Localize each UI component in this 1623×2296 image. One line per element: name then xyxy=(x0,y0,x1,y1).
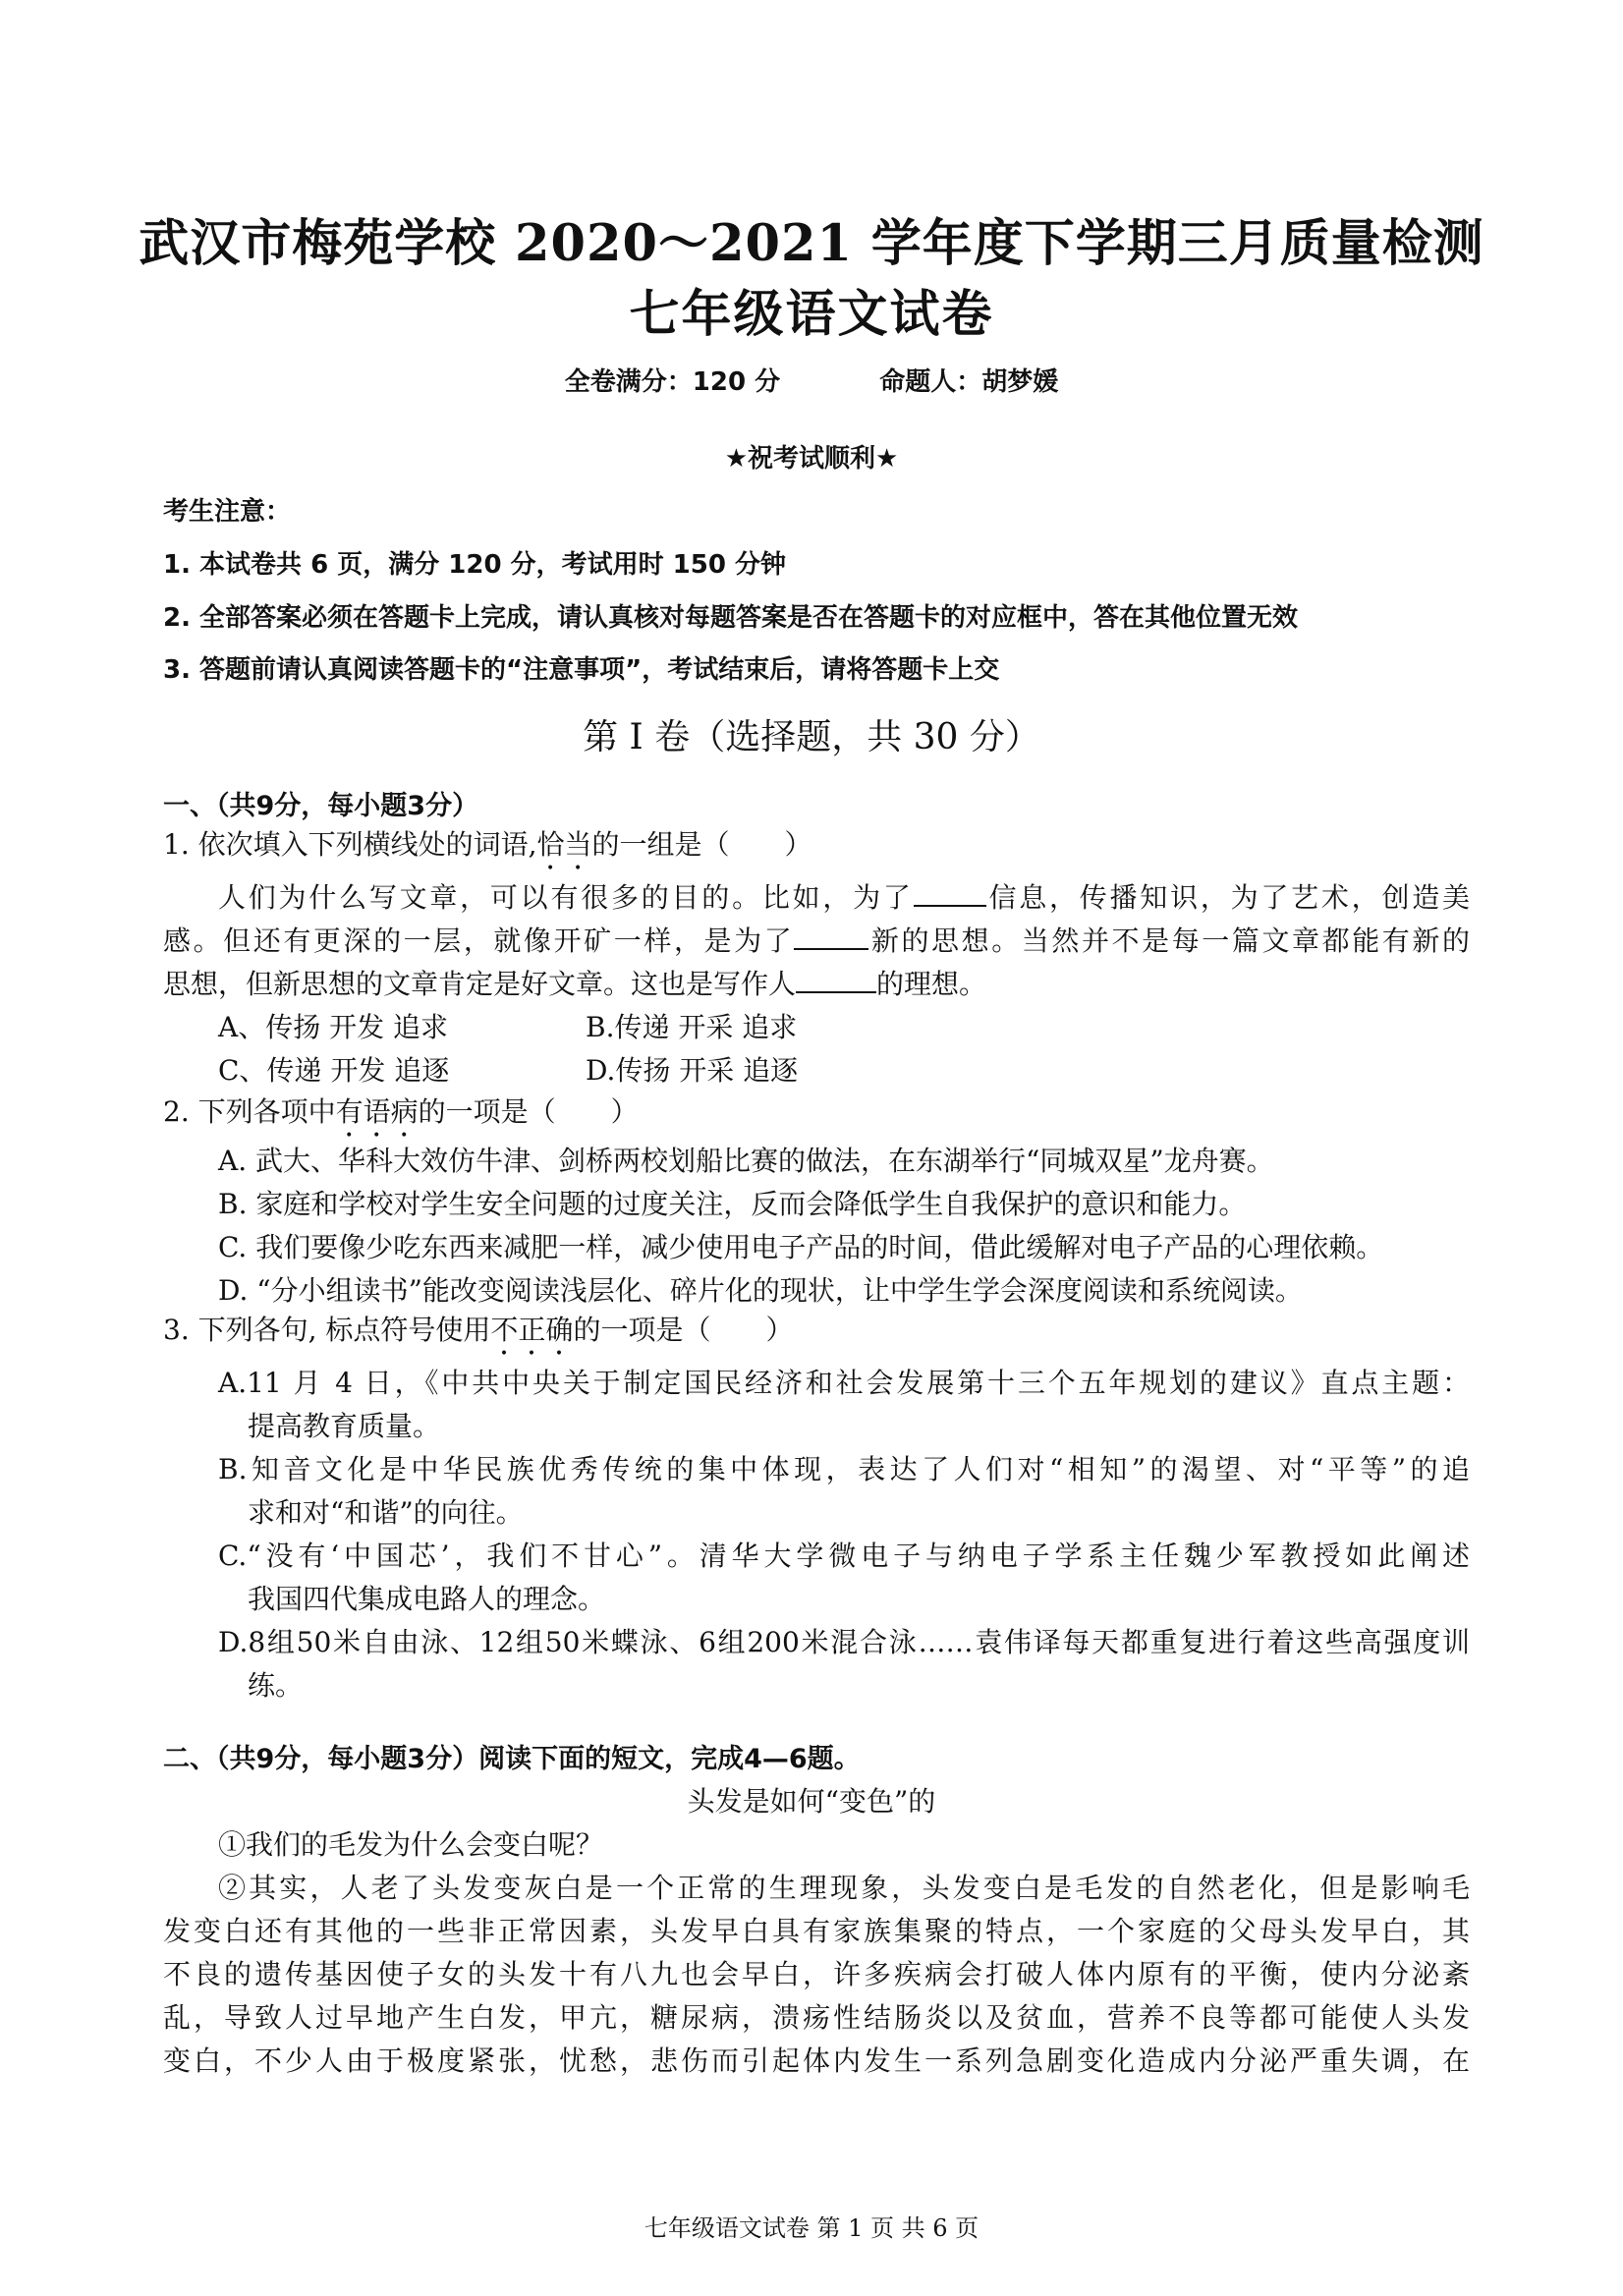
q2-option-b: B. 家庭和学校对学生安全问题的过度关注，反而会降低学生自我保护的意识和能力。 xyxy=(218,1188,1247,1220)
q1-stem-emphasis: 恰当 xyxy=(536,828,592,861)
article-paragraph-2-line5: 变白，不少人由于极度紧张，忧愁，悲伤而引起体内发生一系列急剧变化造成内分泌严重失调，在 xyxy=(163,2044,1470,2077)
q3-option-d-line2: 练。 xyxy=(248,1669,304,1702)
article-paragraph-2-line1: ②其实，人老了头发变灰白是一个正常的生理现象，头发变白是毛发的自然老化，但是影响毛 xyxy=(218,1872,1470,1904)
q3-option-b-line2: 求和对“和谐”的向往。 xyxy=(248,1496,524,1529)
q3-stem-b: 的一项是（ ） xyxy=(573,1314,794,1346)
q1-stem-b: 的一组是（ ） xyxy=(591,828,812,861)
q1-passage-text: 感。但还有更深的一层，就像开矿一样，是为了 xyxy=(163,924,795,957)
article-paragraph-2-line2: 发变白还有其他的一些非正常因素，头发早白具有家族集聚的特点，一个家庭的父母头发早白，其 xyxy=(163,1915,1470,1947)
section1-heading: 一、（共9分，每小题3分） xyxy=(163,791,479,821)
q1-passage-text: 新的思想。当然并不是每一篇文章都能有新的 xyxy=(868,924,1470,957)
notice-heading: 考生注意： xyxy=(163,497,292,527)
q3-stem xyxy=(163,1309,793,1362)
q1-option-b: B.传递 开采 追求 xyxy=(586,1011,798,1043)
q2-stem xyxy=(163,1091,639,1144)
q1-passage-line3 xyxy=(163,963,986,1002)
article-paragraph-2-line3: 不良的遗传基因使子女的头发十有八九也会早白，许多疾病会打破人体内原有的平衡，使内分泌紊 xyxy=(163,1958,1470,1990)
q3-option-a-line1: A.11 月 4 日，《中共中央关于制定国民经济和社会发展第十三个五年规划的建议》直点主题： xyxy=(218,1367,1470,1399)
notice-item-1: 1. 本试卷共 6 页，满分 120 分，考试用时 150 分钟 xyxy=(163,550,786,580)
full-score: 全卷满分：120 分 xyxy=(564,367,781,397)
q1-passage-line1 xyxy=(218,876,1470,916)
answer-blank xyxy=(794,923,868,950)
q3-option-a-line2: 提高教育质量。 xyxy=(248,1410,441,1442)
q1-stem-a: 1. 依次填入下列横线处的词语, xyxy=(163,828,537,861)
q3-stem-emphasis: 不正确 xyxy=(490,1314,574,1346)
q2-option-c: C. 我们要像少吃东西来减肥一样，减少使用电子产品的时间，借此缓解对电子产品的心理依赖。 xyxy=(218,1231,1384,1263)
q1-passage-text: 思想，但新思想的文章肯定是好文章。这也是写作人 xyxy=(163,968,797,1000)
article-title: 头发是如何“变色”的 xyxy=(687,1785,936,1818)
answer-blank xyxy=(914,879,986,907)
exam-title-line1: 武汉市梅苑学校 2020～2021 学年度下学期三月质量检测 xyxy=(139,214,1484,273)
q3-option-d-line1: D.8组50米自由泳、12组50米蝶泳、6组200米混合泳……袁伟译每天都重复进行着这些高强度训 xyxy=(218,1626,1470,1658)
q1-option-c: C、传递 开发 追逐 xyxy=(218,1054,450,1087)
q1-passage-line2 xyxy=(163,920,1470,959)
q2-stem-b: 的一项是（ ） xyxy=(418,1095,639,1128)
article-paragraph-1: ①我们的毛发为什么会变白呢？ xyxy=(218,1828,604,1861)
q3-option-c-line2: 我国四代集成电路人的理念。 xyxy=(248,1583,606,1615)
notice-item-2: 2. 全部答案必须在答题卡上完成，请认真核对每题答案是否在答题卡的对应框中，答在其他位置无效 xyxy=(163,603,1299,633)
q2-option-d: D. “分小组读书”能改变阅读浅层化、碎片化的现状，让中学生学会深度阅读和系统阅读。 xyxy=(218,1274,1303,1307)
notice-item-3: 3. 答题前请认真阅读答题卡的“注意事项”，考试结束后，请将答题卡上交 xyxy=(163,655,1000,685)
exam-author: 命题人：胡梦媛 xyxy=(879,367,1059,397)
q3-option-b-line1: B.知音文化是中华民族优秀传统的集中体现，表达了人们对“相知”的渴望、对“平等”的追 xyxy=(218,1453,1470,1485)
q3-option-c-line1: C.“没有‘中国芯’，我们不甘心”。清华大学微电子与纳电子学系主任魏少军教授如此阐述 xyxy=(218,1540,1470,1572)
q2-stem-a: 2. 下列各项中 xyxy=(163,1095,336,1128)
part1-title: 第 I 卷（选择题，共 30 分） xyxy=(583,717,1040,757)
q1-stem xyxy=(163,823,812,876)
q2-stem-emphasis: 有语病 xyxy=(335,1095,419,1128)
q3-stem-a: 3. 下列各句, 标点符号使用 xyxy=(163,1314,491,1346)
exam-title-line2: 七年级语文试卷 xyxy=(629,285,994,344)
q1-option-a: A、传扬 开发 追求 xyxy=(218,1011,449,1043)
section2-heading: 二、（共9分，每小题3分）阅读下面的短文，完成4—6题。 xyxy=(163,1744,861,1774)
exam-meta xyxy=(0,362,1623,398)
q2-option-a: A. 武大、华科大效仿牛津、剑桥两校划船比赛的做法，在东湖举行“同城双星”龙舟赛。 xyxy=(218,1145,1274,1177)
answer-blank xyxy=(796,966,876,993)
q1-passage-text: 的理想。 xyxy=(876,968,987,1000)
article-paragraph-2-line4: 乱，导致人过早地产生白发，甲亢，糖尿病，溃疡性结肠炎以及贫血，营养不良等都可能使人头发 xyxy=(163,2001,1470,2034)
q1-passage-text: 信息，传播知识，为了艺术，创造美 xyxy=(985,881,1470,914)
q1-passage-text: 人们为什么写文章，可以有很多的目的。比如，为了 xyxy=(218,881,914,914)
page-footer: 七年级语文试卷 第 1 页 共 6 页 xyxy=(644,2214,979,2242)
blessing: ★祝考试顺利★ xyxy=(724,444,899,474)
q1-option-d: D.传扬 开采 追逐 xyxy=(586,1054,799,1087)
